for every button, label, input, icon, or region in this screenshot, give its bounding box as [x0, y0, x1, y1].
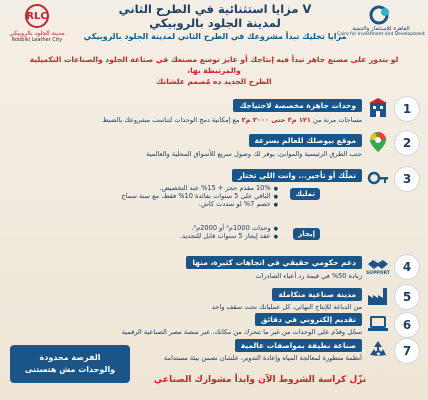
item-1-heading: وحدات جاهزة مخصصة لاحتياجك	[233, 99, 362, 112]
ownership-bullet-2: ● الباقي على 5 سنوات بفائدة 10% فقط، مع سنة سماح	[121, 192, 278, 200]
map-pin-icon	[366, 130, 390, 154]
item-3-heading: تملّك أو تأجير... وانت اللي تختار	[232, 169, 362, 182]
item-7-line: أنظمة متطورة لمعالجة المياه وإعادة التدوير، علشان نضمن بيئة مستدامة	[164, 354, 362, 362]
step-number-4: 4	[394, 254, 420, 280]
cairo-investment-logo	[337, 4, 425, 48]
title-line-1: V مزايا استثنائية في الطرح الثاني	[118, 2, 312, 16]
cairo-logo-english: Cairo for Investment and Development	[337, 32, 425, 37]
title-line-2: لمدينة الجلود بالروبيكي	[149, 16, 281, 30]
step-number-2: 2	[394, 130, 420, 156]
robbiki-logo-english: Robbiki Leather City	[11, 37, 63, 43]
item-1-line-rest: مع إمكانية دمج الوحدات لتناسب مشروعك بالضبط	[102, 116, 240, 124]
rent-details	[180, 224, 278, 240]
step-number-6: 6	[394, 312, 420, 338]
intro-text	[14, 54, 414, 87]
item-1-line-start: مساحات مرنة من	[313, 116, 362, 124]
page-subtitle: مزايا تخليك تبدأ مشروعك في الطرح الثاني لمدينة الجلود بالروبيكي	[83, 32, 347, 41]
robbiki-logo-arabic: مدينة الجلود بالروبيكي	[9, 30, 65, 37]
robbiki-logo-mark: RLC	[25, 4, 49, 28]
recycle-icon	[366, 338, 390, 362]
item-6-line: سجّل وقدّم على الوحدات من غير ما تتحرك من مكانك، عبر منصة مصر الصناعية الرقمية	[121, 328, 362, 336]
item-1-line	[102, 116, 362, 124]
ownership-details	[121, 184, 278, 208]
factory-icon	[366, 284, 390, 308]
item-5-line: من الدباغة للإنتاج النهائي، كل عملياتك تحت سقف واحد	[211, 303, 362, 311]
item-2-heading: موقع بيوصلك للعالم بسرعة	[249, 134, 363, 147]
building-icon	[366, 96, 390, 120]
intro-line-1: لو بتدور على مصنع جاهز تبدأ فيه إنتاجك أو عايز توسع مصنعك في صناعة الجلود والصناعات التكميلية والمرتبطة بها،	[29, 55, 399, 75]
step-number-5: 5	[394, 284, 420, 310]
ownership-tag: تمليك	[290, 188, 320, 200]
ownership-bullet-3: ● خصم 7% لو سددت كاش.	[121, 200, 278, 208]
offer-line-2: والوحدات مش هتستنى	[24, 365, 116, 374]
key-icon	[366, 166, 390, 190]
limited-offer-box	[10, 345, 130, 383]
rent-bullet-2: ● عقد إيجار 5 سنوات قابل للتجديد.	[180, 232, 278, 240]
support-label: SUPPORT	[366, 270, 390, 276]
page-title	[90, 2, 340, 30]
rent-bullet-1: ● وحدات 1000م² أو 2000م².	[180, 224, 278, 232]
robbiki-logo	[6, 4, 68, 52]
support-handshake-icon	[366, 254, 390, 278]
cairo-logo-arabic: القاهرة للإستثمار والتنمية	[352, 26, 410, 32]
item-5-heading: مدينة صناعية متكاملة	[272, 288, 362, 301]
intro-line-2: الطرح الجديد ده مُصمم علشانك	[156, 77, 272, 86]
item-6-heading: تقديم إلكتروني في دقائق	[255, 313, 362, 326]
laptop-icon	[366, 312, 390, 336]
item-4-line: زيادة 50% في قيمة رد أعباء الصادرات	[255, 272, 362, 280]
item-1-area-range: ١٢١ م٢ حتى ٣٠٠٠ م٢	[241, 116, 311, 124]
item-7-heading: صناعة نظيفة بمواصفات عالمية	[235, 339, 362, 352]
rent-tag: إيجار	[293, 228, 320, 240]
cairo-logo-icon	[369, 4, 393, 26]
item-4-heading: دعم حكومي حقيقي في اتجاهات كثيرة، منها	[186, 256, 362, 269]
ownership-bullet-1: ● 10% مقدم حجز + 15% عند التخصيص.	[121, 184, 278, 192]
item-2-line: جنب الطرق الرئيسية والموانئ، يوفر لك وصول سريع للأسواق المحلية والعالمية	[146, 150, 362, 158]
step-number-1: 1	[394, 96, 420, 122]
download-terms-link[interactable]: نزّل كراسة الشروط الآن وابدأ مشوارك الصناعي	[153, 375, 367, 385]
step-number-7: 7	[394, 338, 420, 364]
step-number-3: 3	[394, 166, 420, 192]
offer-line-1: الفرصة محدودة	[39, 353, 101, 362]
